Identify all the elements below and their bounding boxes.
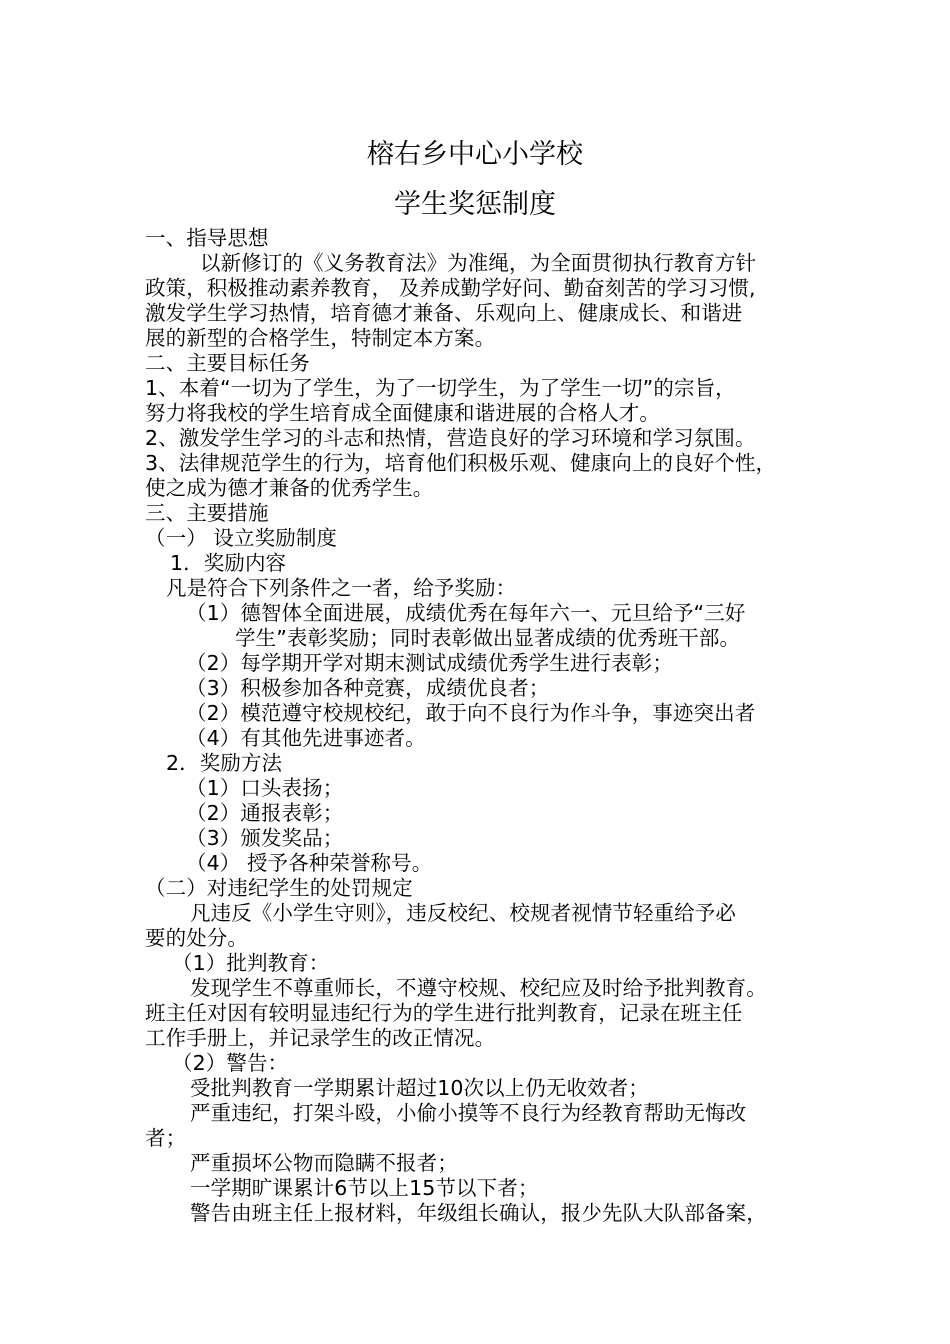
section-heading-main-measures: 三、主要措施 bbox=[145, 501, 269, 525]
list-item: （1）德智体全面进展，成绩优秀在每年六一、元旦给予“三好 bbox=[186, 601, 746, 625]
list-item: （4） 授予各种荣誉称号。 bbox=[186, 851, 433, 875]
paragraph-line: 严重损坏公物而隐瞒不报者； bbox=[190, 1151, 458, 1175]
paragraph-line: 凡违反《小学生守则》，违反校纪、校规者视情节轻重给予必 bbox=[190, 901, 736, 925]
item-heading-reward-content: 1．奖励内容 bbox=[170, 551, 287, 575]
paragraph-line: 1、本着“一切为了学生，为了一切学生，为了学生一切”的宗旨， bbox=[145, 376, 736, 400]
paragraph-line: 努力将我校的学生培育成全面健康和谐进展的合格人才。 bbox=[145, 401, 660, 425]
paragraph-line: 严重违纪，打架斗殴，小偷小摸等不良行为经教育帮助无悔改 bbox=[190, 1101, 747, 1125]
paragraph-line: 2、激发学生学习的斗志和热情，营造良好的学习环境和学习氛围。 bbox=[145, 426, 756, 450]
list-item-continuation: 学生”表彰奖励；同时表彰做出显著成绩的优秀班干部。 bbox=[235, 626, 741, 650]
paragraph-line: 凡是符合下列条件之一者，给予奖励： bbox=[166, 576, 517, 600]
paragraph-line: 受批判教育一学期累计超过10次以上仍无收效者； bbox=[190, 1076, 649, 1100]
list-item: （3）积极参加各种竞赛，成绩优良者； bbox=[186, 676, 550, 700]
paragraph-line: 发现学生不尊重师长，不遵守校规、校纪应及时给予批判教育。 bbox=[190, 976, 767, 1000]
paragraph-line: 以新修订的《义务教育法》为准绳，为全面贯彻执行教育方针 bbox=[200, 251, 757, 275]
document-title: 学生奖惩制度 bbox=[394, 189, 556, 220]
subsection-heading-penalties: （二）对违纪学生的处罚规定 bbox=[145, 876, 413, 900]
paragraph-line: 3、法律规范学生的行为，培育他们积极乐观、健康向上的良好个性， bbox=[145, 451, 777, 475]
paragraph-line: 警告由班主任上报材料，年级组长确认，报少先队大队部备案， bbox=[190, 1201, 767, 1225]
paragraph-line: 工作手册上，并记录学生的改正情况。 bbox=[145, 1026, 496, 1050]
paragraph-line: 班主任对因有较明显违纪行为的学生进行批判教育，记录在班主任 bbox=[145, 1001, 743, 1025]
paragraph-line: 激发学生学习热情，培育德才兼备、乐观向上、健康成长、和谐进 bbox=[145, 301, 743, 325]
item-heading-warning: （2）警告： bbox=[172, 1051, 289, 1075]
list-item: （2）模范遵守校规校纪，敢于向不良行为作斗争，事迹突出者 bbox=[186, 701, 756, 725]
paragraph-line: 要的处分。 bbox=[145, 926, 248, 950]
list-item: （2）通报表彰； bbox=[186, 801, 344, 825]
item-heading-criticism: （1）批判教育： bbox=[172, 951, 330, 975]
list-item: （1）口头表扬； bbox=[186, 776, 344, 800]
paragraph-line: 政策，积极推动素养教育， 及养成勤学好问、勤奋刻苦的学习习惯, bbox=[145, 276, 756, 300]
list-item: （3）颁发奖品； bbox=[186, 826, 344, 850]
subsection-heading-rewards: （一） 设立奖励制度 bbox=[145, 526, 338, 550]
list-item: （2）每学期开学对期末测试成绩优秀学生进行表彰； bbox=[186, 651, 673, 675]
school-name-title: 榕右乡中心小学校 bbox=[367, 139, 583, 170]
section-heading-main-goals: 二、主要目标任务 bbox=[145, 351, 310, 375]
paragraph-line: 展的新型的合格学生，特制定本方案。 bbox=[145, 326, 496, 350]
paragraph-line: 一学期旷课累计6节以上15节以下者； bbox=[190, 1176, 539, 1200]
section-heading-guiding-thought: 一、指导思想 bbox=[145, 226, 269, 250]
item-heading-reward-methods: 2．奖励方法 bbox=[166, 751, 283, 775]
paragraph-line: 使之成为德才兼备的优秀学生。 bbox=[145, 476, 434, 500]
list-item: （4）有其他先进事迹者。 bbox=[186, 726, 426, 750]
paragraph-line: 者； bbox=[145, 1126, 187, 1150]
